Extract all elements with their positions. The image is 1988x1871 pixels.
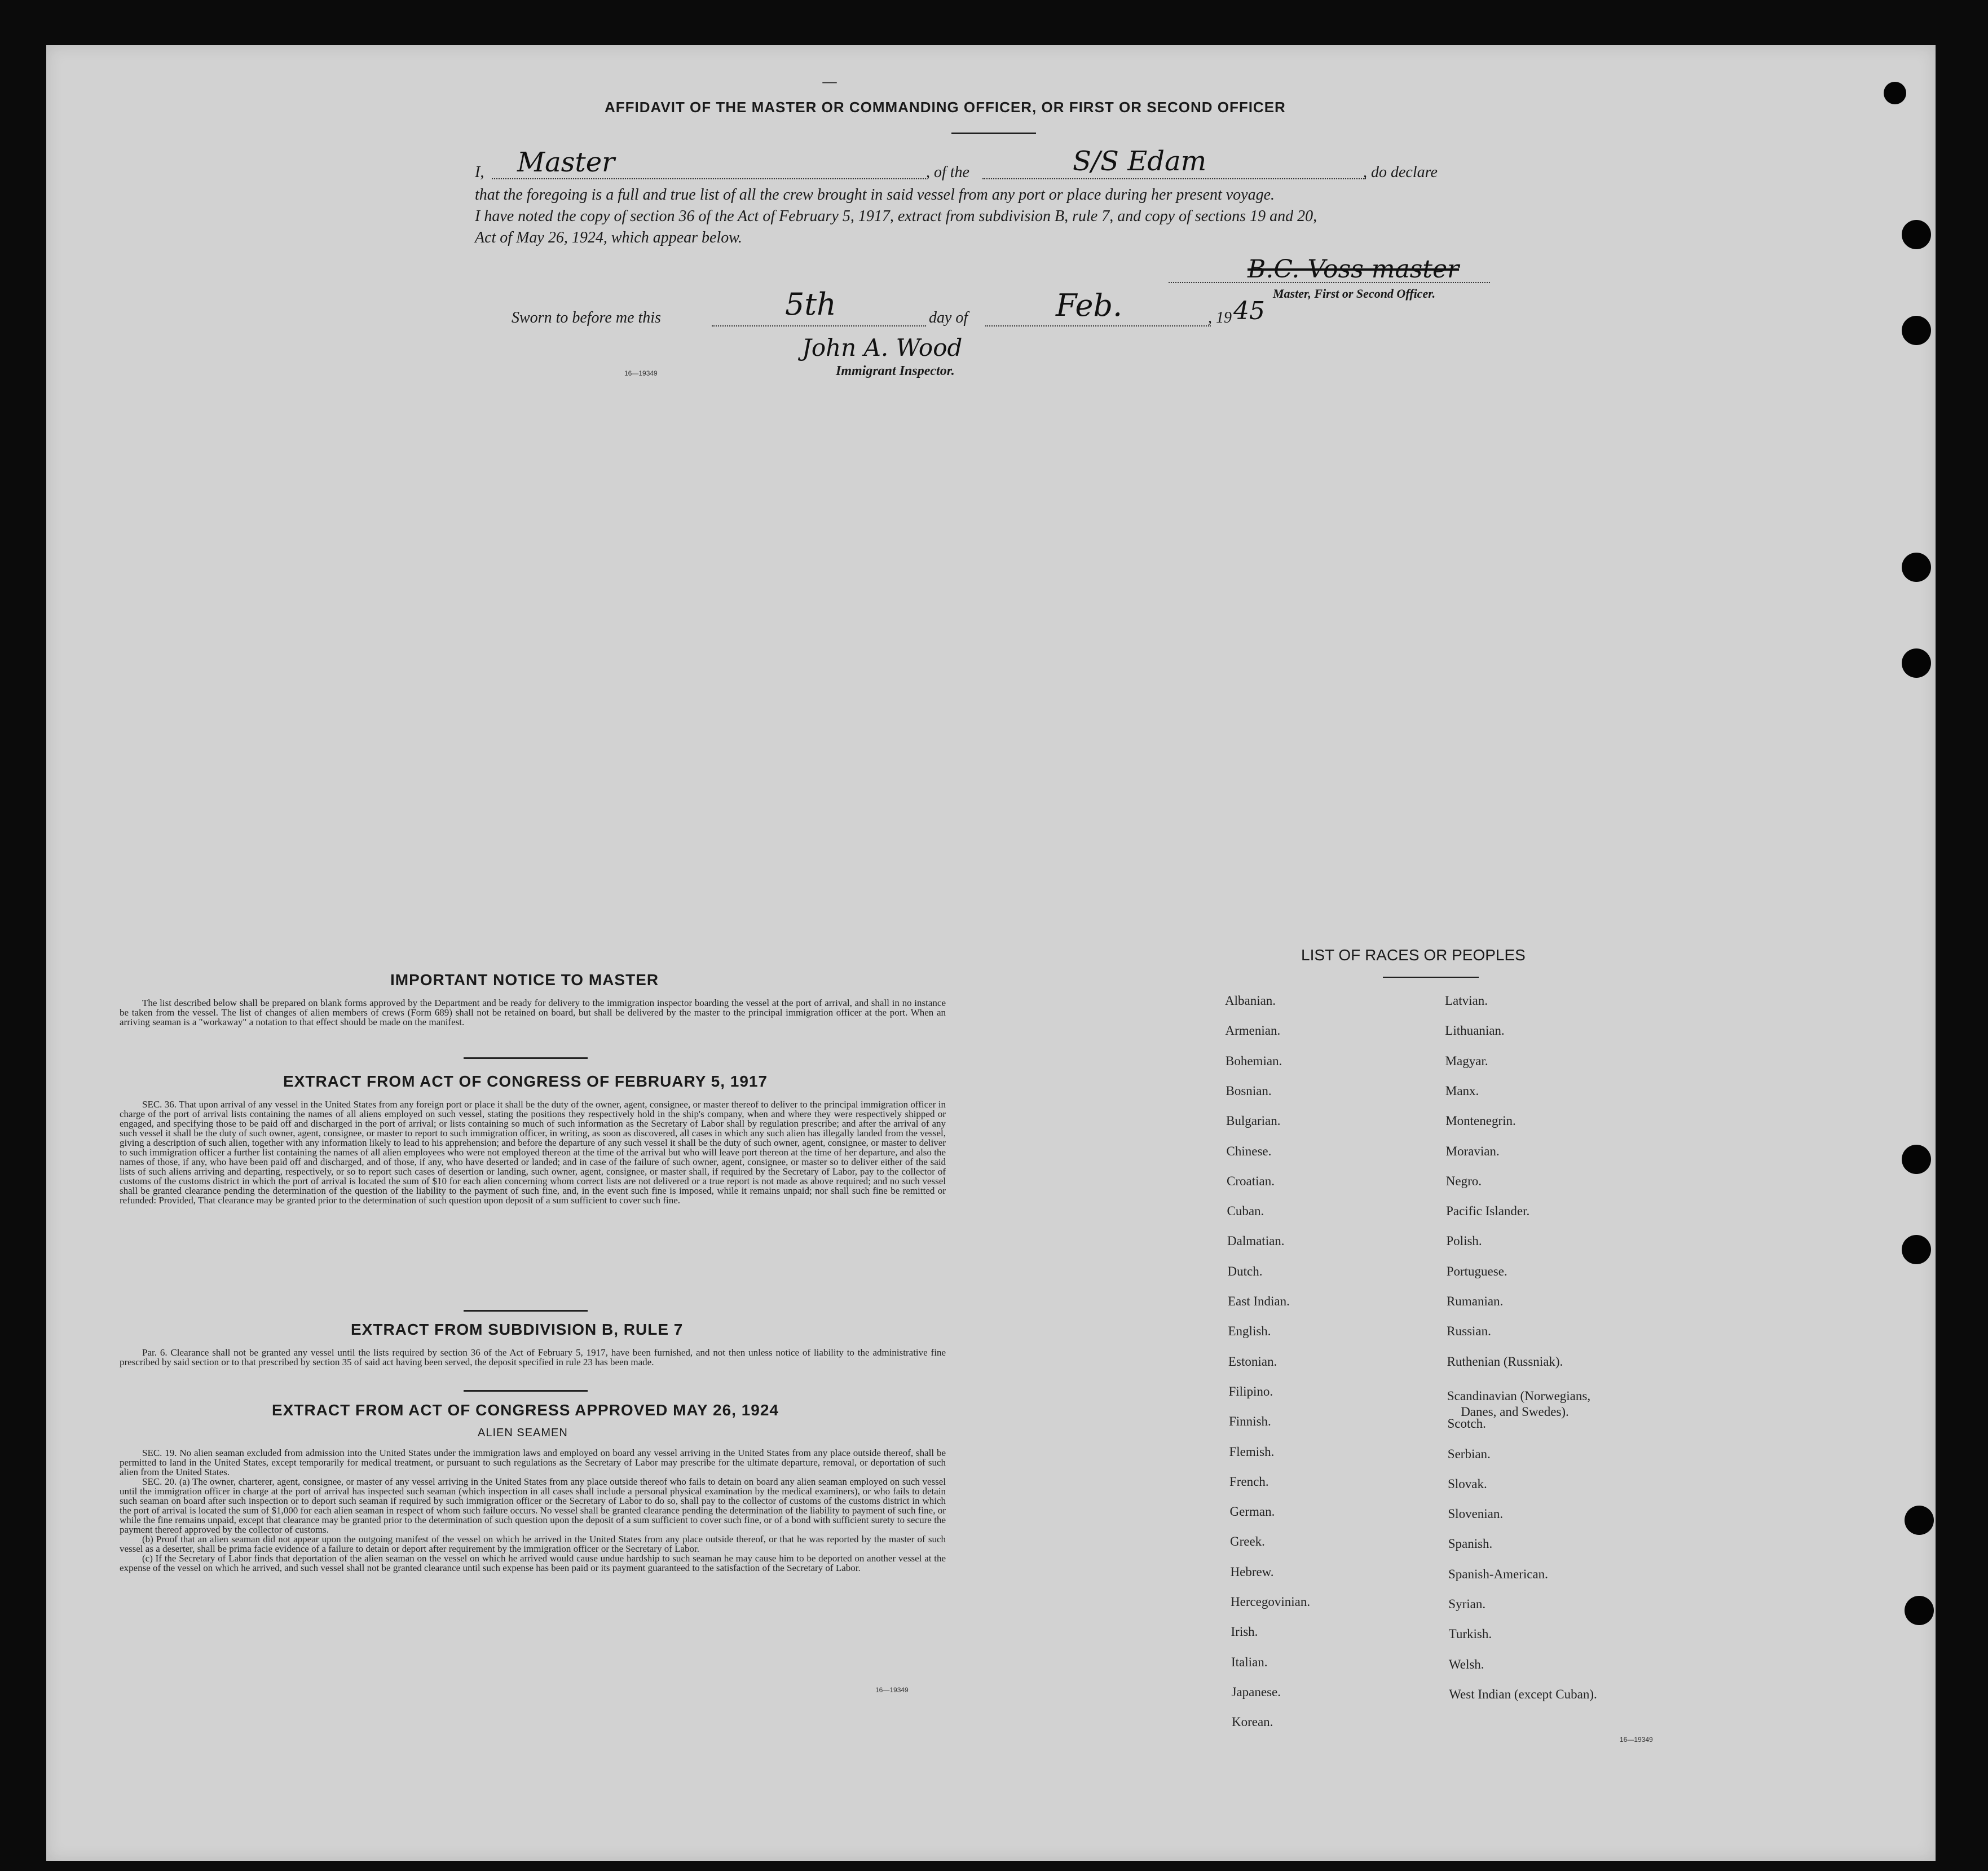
divider <box>951 133 1036 134</box>
sworn-month-value: Feb. <box>1056 288 1123 323</box>
race-item: Hercegovinian. <box>1231 1595 1311 1609</box>
race-item: German. <box>1229 1504 1275 1519</box>
race-item: Syrian. <box>1448 1597 1486 1611</box>
sworn-day-value: 5th <box>785 286 836 322</box>
race-item: Danes, and Swedes). <box>1461 1404 1569 1419</box>
ink-mark: — <box>822 72 837 91</box>
form-number: 16—19349 <box>1620 1736 1653 1744</box>
form-number: 16—19349 <box>875 1686 909 1694</box>
race-item: Scotch. <box>1447 1417 1486 1431</box>
race-item: Rumanian. <box>1447 1294 1504 1308</box>
extract-1924-body <box>120 1448 946 1573</box>
do-declare-label: , do declare <box>1363 164 1438 181</box>
inspector-caption: Immigrant Inspector. <box>836 364 955 378</box>
inspector-signature: John A. Wood <box>802 334 963 361</box>
vessel-name-field <box>982 178 1366 179</box>
divider <box>1383 977 1479 978</box>
race-item: Japanese. <box>1231 1684 1281 1699</box>
declaration-line-2: that the foregoing is a full and true list of all the crew brought in said vessel from any port or place during her present voyage. <box>475 186 1275 204</box>
race-item: Bosnian. <box>1226 1083 1272 1098</box>
race-item: Greek. <box>1230 1534 1265 1549</box>
extract-rule7-title: EXTRACT FROM SUBDIVISION B, RULE 7 <box>351 1321 684 1338</box>
race-item: Bohemian. <box>1226 1053 1282 1068</box>
race-item: Montenegrin. <box>1445 1114 1516 1128</box>
extract-rule7-body: Par. 6. Clearance shall not be granted any vessel until the lists required by section 36 of the Act of February 5, 1917, have been furnished, and not then unless notice of liability to the administrative fine prescribed by said section or to that prescribed by section 35 of said act having been served, the deposit specified in rule 23 has been made. <box>120 1347 946 1367</box>
race-item: Russian. <box>1447 1324 1491 1339</box>
race-item: Negro. <box>1445 1173 1482 1188</box>
punch-hole <box>1902 220 1931 249</box>
race-item: Dalmatian. <box>1227 1234 1285 1248</box>
year-prefix: , 19 <box>1208 309 1232 326</box>
day-of-label: day of <box>929 309 968 326</box>
sec-20a: SEC. 20. (a) The owner, charterer, agent, consignee, or master of any vessel arriving in the United States from any place outside thereof who fails to detain on board any alien seaman employed on such vessel until the immigration officer in charge at the port of arrival has inspected such seaman (which inspection in all cases shall include a personal physical examination by the medical examiners), or who fails to detain such seaman on board after such inspection or to deport such seaman if required by such immigration officer or the Secretary of Labor to do so, shall pay to the collector of customs of the customs district in which the port of arrival is located the sum of $1,000 for each alien seaman in respect of whom such failure occurs. No vessel shall be granted clearance pending the determination of the liability to payment of such fine, or while the fine remains unpaid, except that clearance may be granted prior to the determination of such question upon the deposit of a sum sufficient to cover such fine, or of a bond with sufficient surety to secure the payment thereof approved by the collector of customs. <box>120 1476 946 1535</box>
declaration-line-1 <box>475 145 1575 186</box>
master-name-field <box>492 178 926 179</box>
master-name-value: Master <box>517 147 615 178</box>
declaration-line-4: Act of May 26, 1924, which appear below. <box>475 229 742 246</box>
race-item: Latvian. <box>1445 994 1488 1008</box>
of-the-label: , of the <box>926 164 969 181</box>
document-page <box>46 45 1936 1861</box>
race-item: Manx. <box>1445 1083 1479 1098</box>
race-item: Lithuanian. <box>1445 1023 1505 1038</box>
punch-hole <box>1902 648 1931 678</box>
notice-body: The list described below shall be prepared on blank forms approved by the Department and be ready for delivery to the immigration inspector boarding the vessel at the port of arrival, and shall in no instance be taken from the vessel. The list of changes of alien members of crews (Form 689) shall not be retained on board, but shall be delivered by the master to the principal immigration officer at the port. When an arriving seaman is a "workaway" a notation to that effect should be made on the manifest. <box>120 998 946 1027</box>
punch-hole <box>1902 553 1931 582</box>
race-item: Armenian. <box>1225 1023 1281 1038</box>
race-item: English. <box>1228 1324 1271 1339</box>
race-item: Cuban. <box>1227 1204 1264 1219</box>
sworn-label: Sworn to before me this <box>512 309 661 326</box>
race-item: East Indian. <box>1228 1294 1290 1308</box>
races-title: LIST OF RACES OR PEOPLES <box>1301 946 1526 964</box>
punch-hole <box>1884 82 1906 104</box>
affidavit-title: AFFIDAVIT OF THE MASTER OR COMMANDING OFFICER, OR FIRST OR SECOND OFFICER <box>605 99 1286 116</box>
year-value: 45 <box>1233 297 1265 325</box>
race-item: Pacific Islander. <box>1446 1204 1530 1219</box>
race-item: Welsh. <box>1448 1657 1484 1671</box>
vessel-name-value: S/S Edam <box>1073 145 1207 177</box>
extract-1924-subtitle: ALIEN SEAMEN <box>478 1427 568 1439</box>
race-item: Irish. <box>1231 1625 1258 1639</box>
race-item: Serbian. <box>1447 1446 1491 1461</box>
race-item: West Indian (except Cuban). <box>1449 1687 1597 1701</box>
race-item: Spanish. <box>1448 1537 1493 1551</box>
race-item: Albanian. <box>1225 994 1276 1008</box>
sec-20b: (b) Proof that an alien seaman did not appear upon the outgoing manifest of the vessel on which he arrived in the United States from any place outside thereof, or that he was reported by the master of such vessel as a deserter, shall be prima facie evidence of a failure to detain or deport after requirement by the immigration officer or the Secretary of Labor. <box>120 1534 946 1554</box>
punch-hole <box>1905 1596 1934 1625</box>
sworn-month-field <box>985 325 1211 326</box>
punch-hole <box>1902 1235 1931 1264</box>
race-item: Scandinavian (Norwegians, <box>1447 1388 1591 1403</box>
extract-1917-title: EXTRACT FROM ACT OF CONGRESS OF FEBRUARY 5, 1917 <box>283 1073 768 1090</box>
race-item: Turkish. <box>1448 1627 1492 1641</box>
race-item: Dutch. <box>1227 1264 1263 1278</box>
i-label: I, <box>475 164 484 181</box>
race-item: Spanish-American. <box>1448 1566 1548 1581</box>
form-number: 16—19349 <box>624 369 658 377</box>
punch-hole <box>1905 1506 1934 1535</box>
divider <box>464 1057 588 1059</box>
race-item: Bulgarian. <box>1226 1114 1281 1128</box>
sworn-day-field <box>712 325 926 326</box>
race-item: Magyar. <box>1445 1053 1488 1068</box>
punch-hole <box>1902 1145 1931 1174</box>
race-item: Portuguese. <box>1446 1264 1507 1278</box>
master-signature: B.C. Voss master <box>1248 255 1460 284</box>
race-item: Croatian. <box>1227 1173 1275 1188</box>
race-item: Filipino. <box>1228 1384 1273 1398</box>
sec-20c: (c) If the Secretary of Labor finds that deportation of the alien seaman on the vessel on which he arrived would cause undue hardship to such seaman he may cause him to be deported on another vessel at the expense of the vessel on which he arrived, and such vessel shall not be granted clearance until such expense has been paid or its payment guaranteed to the satisfaction of the Secretary of Labor. <box>120 1553 946 1573</box>
race-item: Hebrew. <box>1230 1564 1274 1579</box>
race-item: Finnish. <box>1229 1414 1271 1429</box>
sec-19: SEC. 19. No alien seaman excluded from admission into the United States under the immigration laws and employed on board any vessel arriving in the United States from any place outside thereof, shall be permitted to land in the United States, except temporarily for medical treatment, or pursuant to such regulations as the Secretary of Labor may prescribe for the ultimate departure, removal, or deportation of such alien from the United States. <box>120 1448 946 1477</box>
extract-1917-body: SEC. 36. That upon arrival of any vessel in the United States from any foreign port or place it shall be the duty of the owner, agent, consignee, or master thereof to deliver to the principal immigration officer in charge of the port of arrival lists containing the names of all aliens employed on such vessel, stating the positions they respectively hold in the ship's company, when and where they were respectively shipped or engaged, and specifying those to be paid off and discharged in the port of arrival; or lists containing so much of such information as the Secretary of Labor shall by regulation prescribe; and after the arrival of any such vessel it shall be the duty of such owner, agent, consignee, or master to report to such immigration officer, in writing, as soon as discovered, all cases in which any such alien has illegally landed from the vessel, giving a description of such alien, together with any information likely to lead to his apprehension; and before the departure of any such vessel it shall be the duty of such owner, agent, consignee, or master to deliver to such immigration officer a further list containing the names of all alien employees who were not employed thereon at the time of the arrival but who will leave port thereon at the time of her departure, and also the names of those, if any, who have been paid off and discharged, and of those, if any, who have deserted or landed; and in case of the failure of such owner, agent, consignee, or master so to deliver either of the said lists of such aliens arriving and departing, respectively, or so to report such cases of desertion or landing, such owner, agent, consignee, or master shall, if required by the Secretary of Labor, pay to the collector of customs of the customs district in which the port of arrival is located the sum of $10 for each alien concerning whom correct lists are not delivered or a true report is not made as above required; and no such vessel shall be granted clearance pending the determination of the question of the liability to the payment of such fine, and, in the event such fine is imposed, while it remains unpaid; nor shall such fine be remitted or refunded: Provided, That clearance may be granted prior to the determination of such question upon deposit of a sum sufficient to cover such fine. <box>120 1099 946 1206</box>
race-item: Estonian. <box>1228 1354 1277 1369</box>
notice-title: IMPORTANT NOTICE TO MASTER <box>390 971 659 989</box>
race-item: Italian. <box>1231 1654 1268 1669</box>
divider <box>464 1390 588 1392</box>
race-item: Ruthenian (Russniak). <box>1447 1354 1563 1369</box>
race-item: Slovenian. <box>1448 1507 1504 1521</box>
extract-1924-title: EXTRACT FROM ACT OF CONGRESS APPROVED MAY 26, 1924 <box>272 1401 779 1419</box>
race-item: Flemish. <box>1229 1444 1275 1459</box>
signature-caption: Master, First or Second Officer. <box>1273 286 1436 301</box>
punch-hole <box>1902 316 1931 345</box>
race-item: Moravian. <box>1445 1144 1500 1158</box>
declaration-line-3: I have noted the copy of section 36 of the Act of February 5, 1917, extract from subdivision B, rule 7, and copy of sections 19 and 20, <box>475 208 1317 225</box>
race-item: Korean. <box>1232 1715 1273 1729</box>
race-item: Slovak. <box>1448 1476 1487 1491</box>
race-item: Polish. <box>1446 1234 1482 1248</box>
race-item: French. <box>1229 1474 1269 1489</box>
race-item: Chinese. <box>1226 1144 1272 1158</box>
divider <box>464 1310 588 1312</box>
